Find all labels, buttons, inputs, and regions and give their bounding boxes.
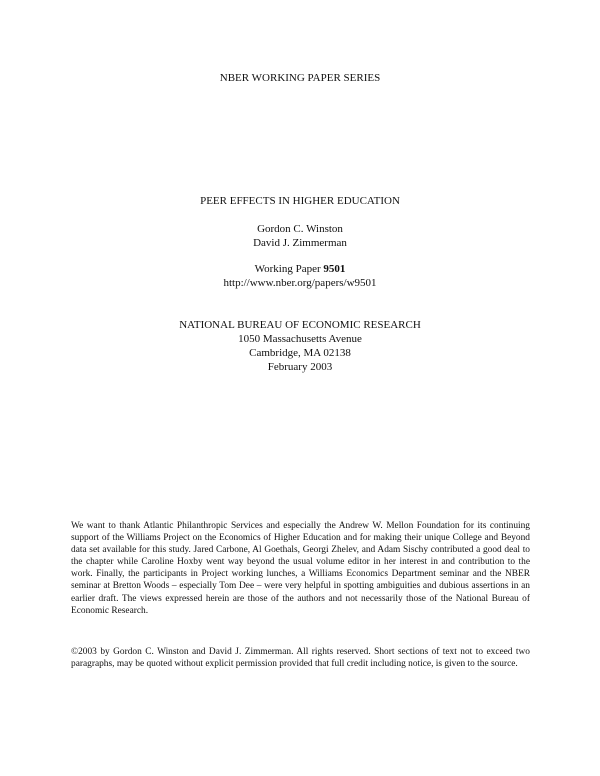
publisher-city: Cambridge, MA 02138 (249, 347, 351, 359)
working-paper-line (0, 262, 600, 276)
publication-date: February 2003 (267, 361, 333, 373)
paper-title: PEER EFFECTS IN HIGHER EDUCATION (200, 195, 400, 207)
publisher-name: NATIONAL BUREAU OF ECONOMIC RESEARCH (179, 319, 421, 331)
publisher-address: 1050 Massachusetts Avenue (238, 333, 362, 345)
paper-url[interactable]: http://www.nber.org/papers/w9501 (223, 277, 377, 289)
author-block (0, 222, 600, 250)
author-name: Gordon C. Winston (257, 223, 343, 235)
copyright-paragraph: ©2003 by Gordon C. Winston and David J. Zimmerman. All rights reserved. Short sections of text not to exceed two paragraphs, may be quoted without explicit permission provided that full credit including notice, is given to the source. (71, 647, 530, 670)
acknowledgement-paragraph: We want to thank Atlantic Philanthropic Services and especially the Andrew W. Mellon Foundation for its continuing support of the Williams Project on the Economics of Higher Education and for making their unique College and Beyond data set available for this study. Jared Carbone, Al Goethals, Georgi Zhelev, and Adam Sischy contributed a good deal to the chapter while Caroline Hoxby went way beyond the usual volume editor in her interest in and contribution to the work. Finally, the participants in Project working lunches, a Williams Economics Department seminar and the NBER seminar at Bretton Woods – especially Tom Dee – were very helpful in spotting ambiguities and dubious assertions in an earlier draft. The views expressed herein are those of the authors and not necessarily those of the National Bureau of Economic Research. (71, 521, 530, 616)
working-paper-block (0, 262, 600, 290)
series-label: NBER WORKING PAPER SERIES (219, 72, 381, 84)
working-paper-number: 9501 (323, 263, 346, 275)
working-paper-prefix: Working Paper (254, 263, 321, 275)
author-name: David J. Zimmerman (253, 237, 347, 249)
publisher-block (0, 318, 600, 374)
